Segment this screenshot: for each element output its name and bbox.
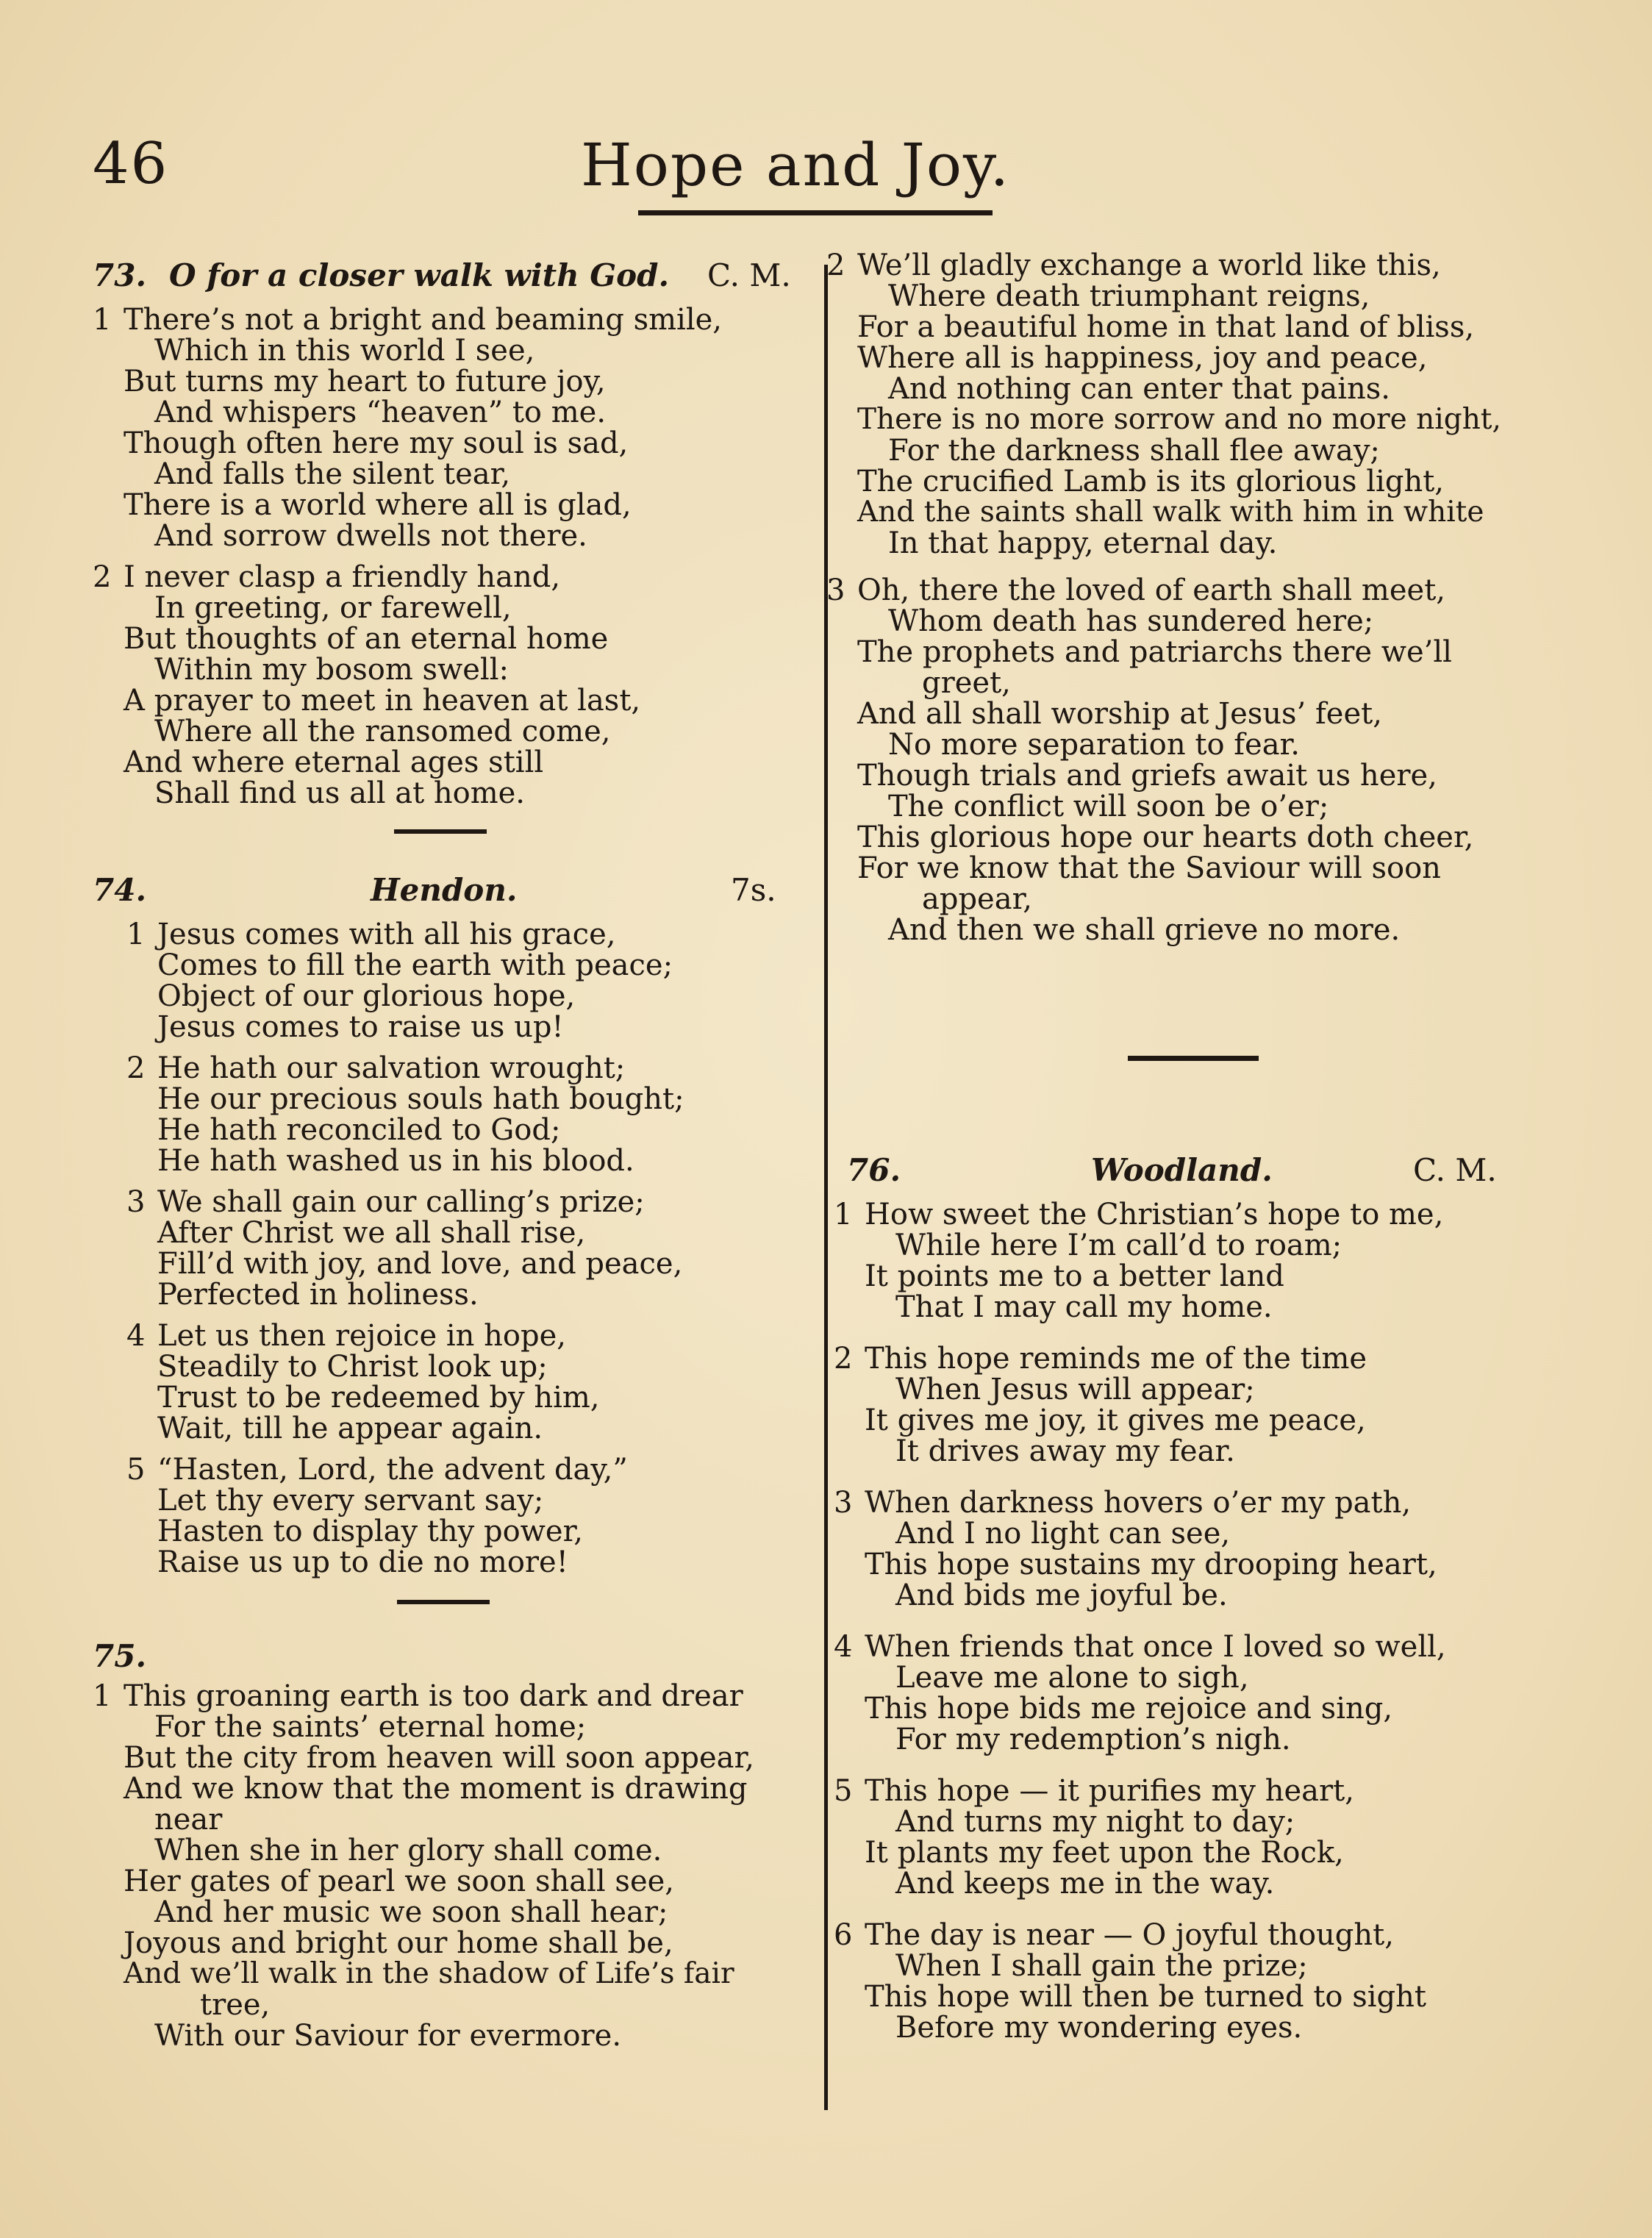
stanza-number: 2 [826,249,845,282]
verse-line: And keeps me in the way. [895,1867,1275,1901]
verse-line: Perfected in holiness. [157,1278,479,1312]
verse-line: And nothing can enter that pains. [888,372,1390,406]
verse-line: For the darkness shall flee away; [888,434,1380,468]
hymn-74 [93,872,806,1578]
verse-line: The prophets and patriarchs there we’ll [857,635,1452,669]
verse-line: But thoughts of an eternal home [124,622,609,656]
page-number: 46 [93,131,169,197]
stanza-number: 3 [126,1185,146,1219]
hymn-separator [394,829,487,834]
verse-line: Her gates of pearl we soon shall see, [124,1865,675,1898]
verse-line: Trust to be redeemed by him, [157,1381,600,1415]
stanza-number: 2 [126,1051,146,1085]
hymn-76 [826,1152,1562,2043]
verse-line: No more separation to fear. [888,728,1300,762]
left-column [93,257,806,2062]
verse-line: appear, [922,882,1033,916]
verse-line: It gives me joy, it gives me peace, [865,1404,1366,1437]
verse-line: Leave me alone to sigh, [895,1661,1249,1695]
header-rule [638,210,993,215]
hymn-title: Hendon. [371,872,518,908]
verse-line: It drives away my fear. [895,1434,1235,1468]
verse-line: And sorrow dwells not there. [154,519,587,553]
stanza [93,1320,806,1444]
verse-line: This glorious hope our hearts doth cheer, [857,821,1474,854]
hymn-heading [93,257,806,304]
verse-line: He our precious souls hath bought; [157,1082,684,1116]
verse-line: When friends that once I loved so well, [865,1630,1446,1664]
stanza [834,1631,1562,1755]
verse-line: There’s not a bright and beaming smile, [124,303,723,337]
stanza [834,1776,1562,1899]
stanza-number: 4 [126,1319,146,1353]
verse-line: Though trials and griefs await us here, [857,759,1437,793]
stanza [834,1920,1562,2043]
verse-line: There is a world where all is glad, [124,488,632,522]
verse-line: And her music we soon shall hear; [154,1895,668,1929]
verse-line: This hope sustains my drooping heart, [865,1548,1437,1581]
hymn-heading [93,1638,806,1681]
hymn-title: O for a closer walk with God. [169,257,670,293]
verse-line: And then we shall grieve no more. [888,913,1401,947]
verse-line: And the saints shall walk with him in white [857,496,1484,529]
verse-line: It plants my feet upon the Rock, [865,1836,1344,1870]
verse-line: And turns my night to day; [895,1805,1295,1839]
stanza-number: 2 [834,1342,853,1376]
verse-line: This hope reminds me of the time [865,1342,1367,1376]
stanza-number: 3 [826,573,845,607]
verse-line: Object of our glorious hope, [157,979,576,1013]
verse-line: We shall gain our calling’s prize; [157,1185,645,1219]
hymn-heading [847,1152,1562,1199]
verse-line: After Christ we all shall rise, [157,1216,586,1250]
stanza-number: 1 [93,1679,112,1713]
verse-line: But turns my heart to future joy, [124,365,606,398]
verse-line: This hope bids me rejoice and sing, [865,1692,1393,1726]
verse-line: Shall find us all at home. [154,776,526,810]
verse-line: Whom death has sundered here; [888,604,1374,638]
hymn-number: 74. [93,872,147,908]
verse-line: This groaning earth is too dark and drear [124,1679,743,1713]
verse-line: Raise us up to die no more! [157,1545,568,1579]
verse-line: This hope — it purifies my heart, [865,1774,1354,1808]
verse-line: This hope will then be turned to sight [865,1980,1426,2014]
verse-line: He hath reconciled to God; [157,1113,561,1147]
stanza [93,919,806,1043]
verse-line: He hath washed us in his blood. [157,1144,634,1178]
stanza [826,250,1562,559]
hymn-73 [93,257,806,809]
verse-line: It points me to a better land [865,1259,1284,1293]
stanza-number: 4 [834,1630,853,1664]
verse-line: Fill’d with joy, and love, and peace, [157,1247,683,1281]
verse-line: Though often here my soul is sad, [124,426,629,460]
verse-line: When darkness hovers o’er my path, [865,1486,1412,1520]
verse-line: I never clasp a friendly hand, [124,560,561,594]
stanza [826,575,1562,945]
verse-line: Before my wondering eyes. [895,2011,1303,2045]
stanza [93,1187,806,1310]
stanza [834,1487,1562,1611]
verse-line: And we’ll walk in the shadow of Life’s fair [124,1957,734,1990]
verse-line: Where all is happiness, joy and peace, [857,341,1428,375]
stanza [834,1199,1562,1323]
verse-line: The crucified Lamb is its glorious light, [857,465,1445,498]
verse-line: And where eternal ages still [124,746,544,779]
verse-line: And falls the silent tear, [154,457,511,491]
verse-line: When I shall gain the prize; [895,1949,1308,1983]
verse-line: The conflict will soon be o’er; [888,790,1329,823]
verse-line: Jesus comes with all his grace, [157,918,616,951]
verse-line: Steadily to Christ look up; [157,1350,548,1384]
verse-line: In that happy, eternal day. [888,526,1278,560]
verse-line: He hath our salvation wrought; [157,1051,626,1085]
stanza-number: 5 [126,1453,146,1487]
verse-line: For my redemption’s nigh. [895,1723,1291,1756]
hymn-number: 76. [847,1152,901,1188]
hymn-number: 75. [93,1638,147,1674]
verse-line: “Hasten, Lord, the advent day,” [157,1453,628,1487]
verse-line: For the saints’ eternal home; [154,1710,587,1744]
hymn-separator [1128,1056,1259,1061]
verse-line: near [154,1803,223,1837]
hymn-meter: 7s. [731,872,776,908]
verse-line: When Jesus will appear; [895,1373,1255,1406]
verse-line: Jesus comes to raise us up! [157,1010,564,1044]
verse-line: greet, [922,666,1011,700]
verse-line: Let thy every servant say; [157,1484,544,1517]
hymn-75 [93,1638,806,2051]
verse-line: For a beautiful home in that land of bliss, [857,310,1475,344]
verse-line: With our Saviour for evermore. [154,2019,622,2053]
stanza [834,1343,1562,1467]
verse-line: When she in her glory shall come. [154,1834,662,1867]
hymn-meter: C. M. [1413,1152,1497,1188]
verse-line: Which in this world I see, [154,334,535,368]
verse-line: And we know that the moment is drawing [124,1772,748,1806]
verse-line: And whispers “heaven” to me. [154,396,607,429]
stanza-number: 1 [93,303,112,337]
stanza [93,1681,806,2051]
verse-line: Let us then rejoice in hope, [157,1319,566,1353]
verse-line: For we know that the Saviour will soon [857,851,1441,885]
verse-line: While here I’m call’d to roam; [895,1229,1342,1262]
verse-line: That I may call my home. [895,1290,1273,1324]
stanza-number: 3 [834,1486,853,1520]
verse-line: Within my bosom swell: [154,653,509,687]
verse-line: Where death triumphant reigns, [888,279,1370,313]
verse-line: We’ll gladly exchange a world like this, [857,249,1441,282]
stanza [93,304,806,551]
verse-line: tree, [200,1988,271,2022]
stanza-number: 1 [126,918,146,951]
stanza-number: 2 [93,560,112,594]
verse-line: Joyous and bright our home shall be, [124,1926,673,1960]
verse-line: How sweet the Christian’s hope to me, [865,1198,1444,1231]
verse-line: The day is near — O joyful thought, [865,1918,1394,1952]
stanza-number: 6 [834,1918,853,1952]
hymn-separator [397,1600,490,1604]
verse-line: Wait, till he appear again. [157,1412,543,1445]
hymn-heading [93,872,806,919]
hymn-number: 73. [93,257,147,293]
verse-line: There is no more sorrow and no more night, [857,403,1501,436]
running-head: Hope and Joy. [581,131,1011,199]
right-column [826,250,1562,2053]
verse-line: In greeting, or farewell, [154,591,512,625]
verse-line: And all shall worship at Jesus’ feet, [857,697,1382,731]
stanza [93,562,806,809]
stanza [93,1454,806,1578]
verse-line: And I no light can see, [895,1517,1231,1551]
verse-line: But the city from heaven will soon appear, [124,1741,754,1775]
stanza-number: 1 [834,1198,853,1231]
stanza-number: 5 [834,1774,853,1808]
verse-line: Hasten to display thy power, [157,1515,584,1548]
verse-line: Where all the ransomed come, [154,715,611,748]
verse-line: Oh, there the loved of earth shall meet, [857,573,1445,607]
verse-line: A prayer to meet in heaven at last, [124,684,641,718]
verse-line: And bids me joyful be. [895,1579,1228,1612]
hymn-title: Woodland. [1091,1152,1273,1188]
hymn-meter: C. M. [707,257,791,293]
verse-line: Comes to fill the earth with peace; [157,948,673,982]
stanza [93,1053,806,1176]
